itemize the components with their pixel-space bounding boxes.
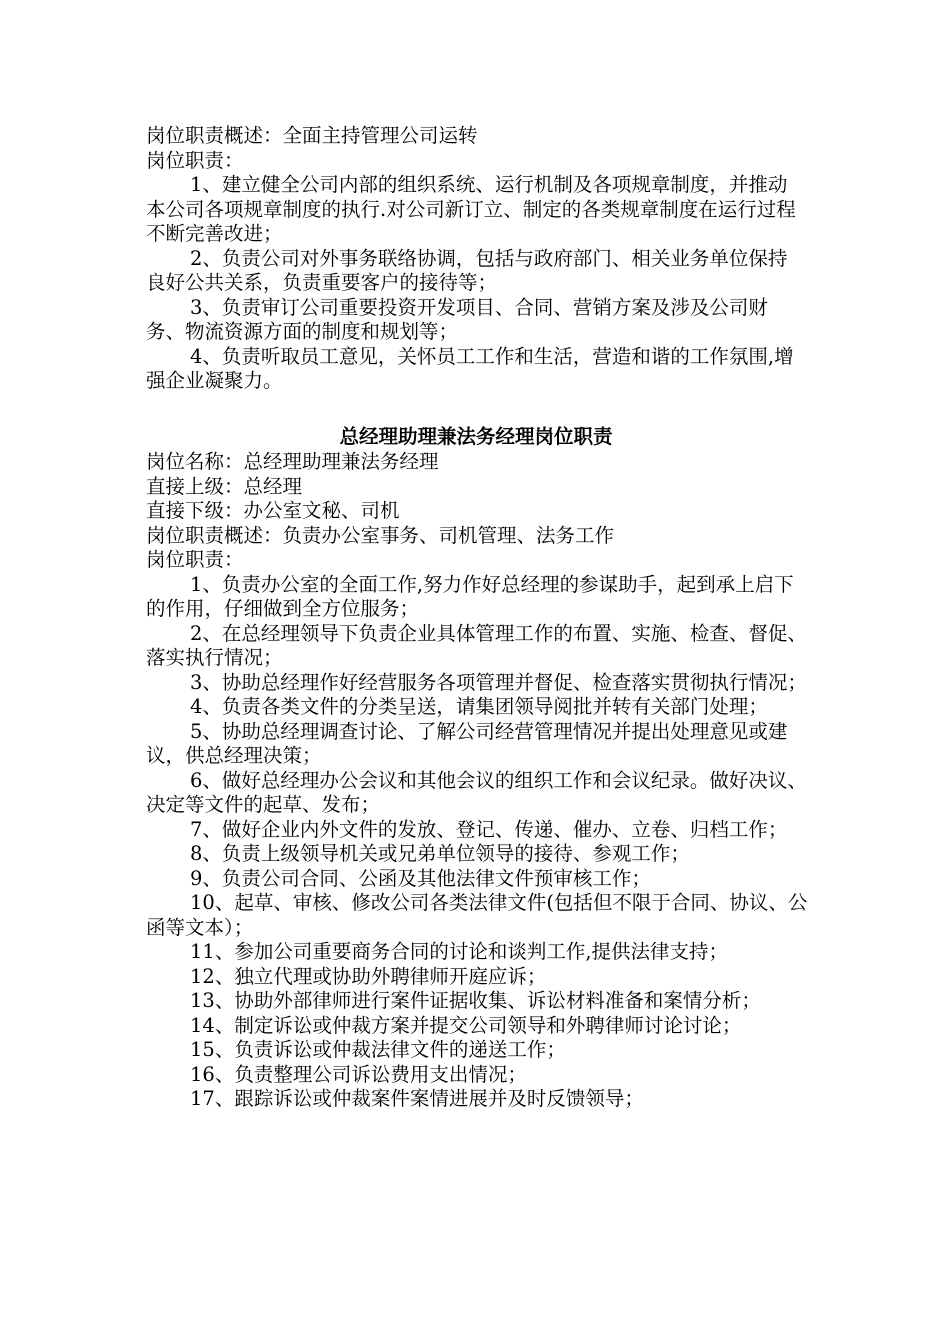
duty-item: 3、协助总经理作好经营服务各项管理并督促、检查落实贯彻执行情况；	[190, 670, 807, 694]
duties-label: 岗位职责：	[146, 548, 244, 571]
duty-item: 3、负责审订公司重要投资开发项目、合同、营销方案及涉及公司财务、物流资源方面的制度和规划等；	[146, 295, 768, 343]
duty-item: 17、跟踪诉讼或仲裁案件案情进展并及时反馈领导；	[190, 1087, 644, 1110]
duty-item: 4、负责各类文件的分类呈送，请集团领导阅批并转有关部门处理；	[190, 695, 768, 718]
duty-item: 7、做好企业内外文件的发放、登记、传递、催办、立卷、归档工作；	[190, 817, 788, 841]
duty-item: 15、负责诉讼或仲裁法律文件的递送工作；	[190, 1038, 566, 1061]
duty-item: 13、协助外部律师进行案件证据收集、诉讼材料准备和案情分析；	[190, 989, 761, 1012]
duty-item: 1、建立健全公司内部的组织系统、运行机制及各项规章制度，并推动本公司各项规章制度的执行.对公司新订立、制定的各类规章制度在运行过程不断完善改进；	[146, 173, 796, 245]
overview-line: 岗位职责概述：负责办公室事务、司机管理、法务工作	[146, 523, 615, 547]
direct-superior-line: 直接上级：总经理	[146, 474, 303, 498]
duty-item: 5、协助总经理调查讨论、了解公司经营管理情况并提出处理意见或建议，供总经理决策；	[146, 719, 788, 767]
section-general-manager	[146, 124, 816, 394]
section-title: 总经理助理兼法务经理岗位职责	[339, 425, 613, 448]
duty-item: 14、制定诉讼或仲裁方案并提交公司领导和外聘律师讨论讨论；	[190, 1013, 742, 1037]
duty-item: 12、独立代理或协助外聘律师开庭应诉；	[190, 964, 547, 988]
duty-item: 2、负责公司对外事务联络协调，包括与政府部门、相关业务单位保持良好公共关系，负责重要客户的接待等；	[146, 246, 788, 294]
direct-subordinates-line: 直接下级：办公室文秘、司机	[146, 499, 400, 522]
duty-item: 9、负责公司合同、公函及其他法律文件预审核工作；	[190, 866, 651, 890]
duty-item: 2、在总经理领导下负责企业具体管理工作的布置、实施、检查、督促、落实执行情况；	[146, 621, 807, 669]
duty-item: 16、负责整理公司诉讼费用支出情况；	[190, 1062, 527, 1086]
overview-line: 岗位职责概述：全面主持管理公司运转	[146, 124, 478, 147]
duty-item: 11、参加公司重要商务合同的讨论和谈判工作,提供法律支持；	[190, 940, 729, 963]
duty-item: 1、负责办公室的全面工作,努力作好总经理的参谋助手，起到承上启下的作用，仔细做到全方位服务；	[146, 572, 794, 620]
position-name-line: 岗位名称：总经理助理兼法务经理	[146, 450, 439, 473]
duties-label: 岗位职责：	[146, 148, 244, 172]
duty-item: 4、负责听取员工意见，关怀员工工作和生活，营造和谐的工作氛围,增强企业凝聚力。	[146, 344, 794, 392]
duty-item: 10、起草、审核、修改公司各类法律文件(包括但不限于合同、协议、公函等文本）；	[146, 891, 808, 939]
section-assistant-legal-manager	[146, 424, 836, 1112]
duty-item: 6、做好总经理办公会议和其他会议的组织工作和会议纪录。做好决议、决定等文件的起草、发布；	[146, 768, 807, 816]
duty-item: 8、负责上级领导机关或兄弟单位领导的接待、参观工作；	[190, 842, 690, 865]
